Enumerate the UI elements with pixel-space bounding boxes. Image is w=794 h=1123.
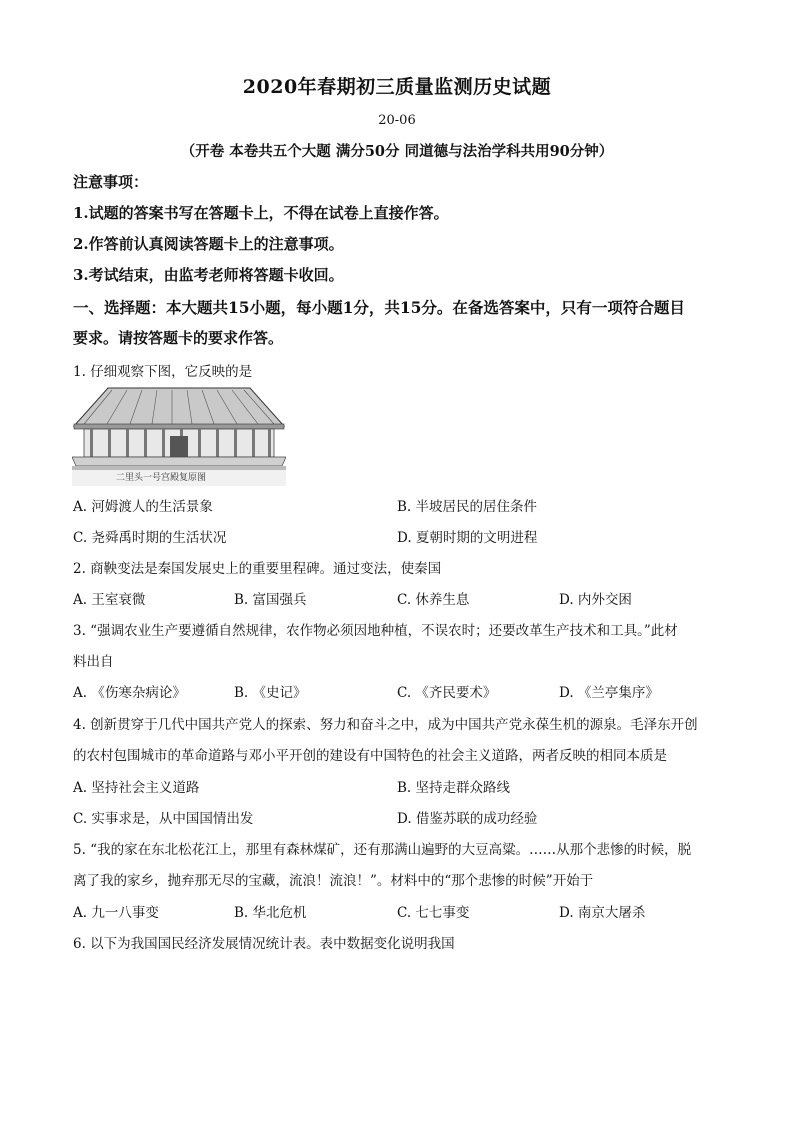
- question-2-option-b[interactable]: B. 富国强兵: [234, 592, 307, 608]
- question-3-option-c[interactable]: C. 《齐民要术》: [397, 685, 497, 701]
- question-2-option-d[interactable]: D. 内外交困: [559, 592, 632, 608]
- image-caption: 二里头一号宫殿复原图: [116, 473, 207, 483]
- question-4-option-b[interactable]: B. 坚持走群众路线: [397, 780, 511, 796]
- question-4-option-d[interactable]: D. 借鉴苏联的成功经验: [397, 811, 538, 827]
- question-4-option-c[interactable]: C. 实事求是，从中国国情出发: [73, 811, 254, 827]
- question-5-option-b[interactable]: B. 华北危机: [234, 905, 307, 921]
- question-4-stem-line1: 4. 创新贯穿于几代中国共产党人的探索、努力和奋斗之中，成为中国共产党永葆生机的源泉。毛泽东开创: [73, 717, 698, 733]
- question-5-option-c[interactable]: C. 七七事变: [397, 905, 470, 921]
- exam-info: （开卷 本卷共五个大题 满分50分 同道德与法治学科共用90分钟）: [180, 143, 614, 160]
- question-3-option-d[interactable]: D. 《兰亭集序》: [559, 685, 659, 701]
- question-1-stem: 1. 仔细观察下图，它反映的是: [73, 364, 253, 380]
- question-1-option-c[interactable]: C. 尧舜禹时期的生活状况: [73, 530, 227, 546]
- question-5-stem-line2: 离了我的家乡，抛弃那无尽的宝藏，流浪！流浪！”。材料中的“那个悲惨的时候”开始于: [73, 873, 594, 889]
- question-6-stem: 6. 以下为我国国民经济发展情况统计表。表中数据变化说明我国: [73, 936, 455, 952]
- question-2-stem: 2. 商鞅变法是秦国发展史上的重要里程碑。通过变法，使秦国: [73, 561, 442, 577]
- question-4-stem-line2: 的农村包围城市的革命道路与邓小平开创的建设有中国特色的社会主义道路，两者反映的相同本质是: [73, 748, 667, 764]
- question-2-option-c[interactable]: C. 休养生息: [397, 592, 470, 608]
- question-4-option-a[interactable]: A. 坚持社会主义道路: [73, 780, 200, 796]
- note-item-2: 2.作答前认真阅读答题卡上的注意事项。: [73, 235, 344, 253]
- question-3-stem-line2: 料出自: [73, 654, 114, 670]
- exam-title: 2020年春期初三质量监测历史试题: [242, 76, 552, 98]
- question-1-option-b[interactable]: B. 半坡居民的居住条件: [397, 499, 538, 515]
- section-heading-line2: 要求。请按答题卡的要求作答。: [73, 329, 284, 347]
- section-heading-line1: 一、选择题：本大题共15小题，每小题1分，共15分。在备选答案中，只有一项符合题目: [73, 298, 685, 317]
- question-3-option-b[interactable]: B. 《史记》: [234, 685, 307, 701]
- question-2-option-a[interactable]: A. 王室衰微: [73, 592, 146, 608]
- question-3-option-a[interactable]: A. 《伤寒杂病论》: [73, 685, 186, 701]
- question-1-option-a[interactable]: A. 河姆渡人的生活景象: [73, 499, 213, 515]
- question-1-option-d[interactable]: D. 夏朝时期的文明进程: [397, 530, 538, 546]
- exam-code: 20-06: [378, 113, 416, 128]
- question-5-stem-line1: 5. “我的家在东北松花江上，那里有森林煤矿，还有那满山遍野的大豆高粱。……从那个悲惨的时候，脱: [73, 842, 692, 858]
- note-item-3: 3.考试结束，由监考老师将答题卡收回。: [73, 266, 344, 284]
- question-5-option-a[interactable]: A. 九一八事变: [73, 905, 159, 921]
- notes-heading: 注意事项：: [73, 173, 149, 191]
- question-3-stem-line1: 3. “强调农业生产要遵循自然规律，农作物必须因地种植，不误农时；还要改革生产技术和工具。”此材: [73, 623, 678, 639]
- note-item-1: 1.试题的答案书写在答题卡上，不得在试卷上直接作答。: [73, 204, 449, 222]
- question-5-option-d[interactable]: D. 南京大屠杀: [559, 905, 646, 921]
